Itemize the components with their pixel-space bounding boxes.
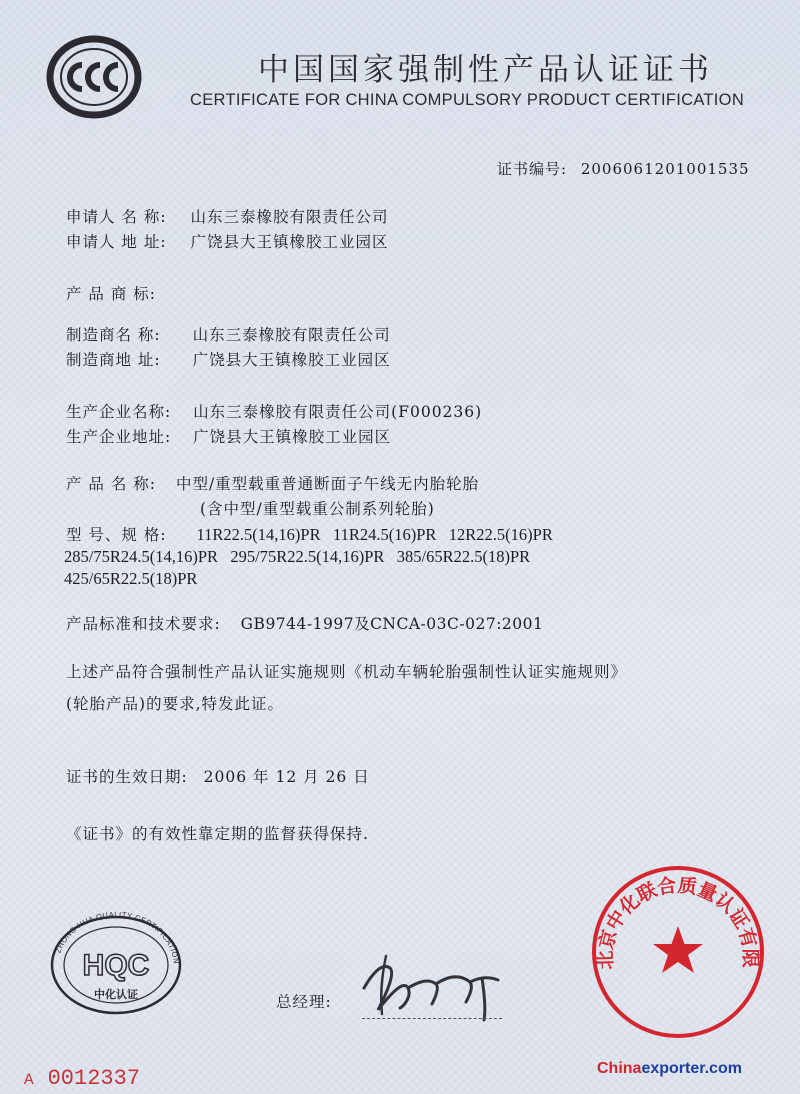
certificate-number-value: 2006061201001535 <box>580 160 750 178</box>
factory-address-row <box>66 425 391 447</box>
validity-row <box>66 765 370 787</box>
factory-name-label: 生产企业名称: <box>66 403 172 421</box>
product-name-line1: 中型/重型载重普通断面子午线无内胎轮胎 <box>175 475 480 493</box>
stamp-icon <box>588 862 768 1042</box>
manufacturer-address: 广饶县大王镇橡胶工业园区 <box>192 351 391 369</box>
validity-label: 证书的生效日期: <box>66 768 188 786</box>
product-spec-line1: 11R22.5(14,16)PR 11R24.5(16)PR 12R22.5(16)PR <box>196 525 553 544</box>
applicant-address-label: 申请人 地 址: <box>66 233 167 251</box>
ccc-logo <box>46 34 142 124</box>
hqc-logo-icon <box>44 905 188 1015</box>
product-name-line2: (含中型/重型载重公制系列轮胎) <box>200 500 435 518</box>
product-spec-line3: 425/65R22.5(18)PR <box>64 569 198 588</box>
series-letter: A <box>24 1071 34 1089</box>
signature-line <box>362 1018 502 1019</box>
serial-number <box>24 1066 140 1091</box>
statement-line1: 上述产品符合强制性产品认证实施规则《机动车辆轮胎强制性认证实施规则》 <box>66 663 628 681</box>
standard-label: 产品标准和技术要求: <box>66 615 221 633</box>
trademark-label: 产 品 商 标: <box>66 285 157 303</box>
supervision-note: 《证书》的有效性靠定期的监督获得保持. <box>66 825 369 843</box>
watermark-brand <box>597 1060 742 1078</box>
certificate-number <box>497 158 750 179</box>
statement-line2: (轮胎产品)的要求,特发此证。 <box>66 695 285 713</box>
factory-name: 山东三泰橡胶有限责任公司(F000236) <box>193 403 483 421</box>
title-chinese: 中国国家强制性产品认证证书 <box>258 52 713 88</box>
signature-label: 总经理: <box>276 993 332 1011</box>
applicant-name: 山东三泰橡胶有限责任公司 <box>190 208 389 226</box>
manufacturer-name-row <box>66 323 391 345</box>
manufacturer-name-label: 制造商名 称: <box>66 326 161 344</box>
standard-value: GB9744-1997及CNCA-03C-027:2001 <box>240 615 544 633</box>
product-spec-row <box>66 523 553 545</box>
serial-value: 0012337 <box>47 1066 141 1091</box>
brand-part1: China <box>597 1060 642 1077</box>
factory-address: 广饶县大王镇橡胶工业园区 <box>193 428 392 446</box>
product-name-row <box>66 472 479 494</box>
hqc-bottom-text: 中化认证 <box>94 988 138 1001</box>
product-name-label: 产 品 名 称: <box>66 475 157 493</box>
signature-scribble <box>352 948 522 1032</box>
stamp-text: 北京中化联合质量认证有限 <box>594 874 762 970</box>
manufacturer-address-row <box>66 348 391 370</box>
title-english: CERTIFICATE FOR CHINA COMPULSORY PRODUCT CERTIFICATION <box>190 91 745 109</box>
hqc-logo <box>44 905 188 1019</box>
certificate-number-label: 证书编号: <box>497 160 568 178</box>
standard-row <box>66 612 543 634</box>
hqc-ring-text: ZHONG HUA QUALITY CERTIFICATION <box>53 909 181 965</box>
applicant-address-row <box>66 230 389 252</box>
factory-name-row <box>66 400 482 422</box>
applicant-address: 广饶县大王镇橡胶工业园区 <box>190 233 389 251</box>
company-stamp <box>588 862 768 1046</box>
ccc-logo-icon <box>46 34 142 120</box>
factory-address-label: 生产企业地址: <box>66 428 172 446</box>
validity-date: 2006 年 12 月 26 日 <box>203 768 370 786</box>
hqc-letters: HQC <box>82 949 150 982</box>
product-spec-label: 型 号、规 格: <box>66 526 167 544</box>
signature-icon <box>352 948 522 1028</box>
product-spec-line2: 285/75R24.5(14,16)PR 295/75R22.5(14,16)PR 385/65R22.5(18)PR <box>64 547 531 566</box>
trademark-row <box>66 282 156 304</box>
manufacturer-name: 山东三泰橡胶有限责任公司 <box>192 326 391 344</box>
applicant-name-row <box>66 205 389 227</box>
manufacturer-address-label: 制造商地 址: <box>66 351 161 369</box>
brand-part2: exporter.com <box>641 1060 742 1077</box>
applicant-name-label: 申请人 名 称: <box>66 208 167 226</box>
